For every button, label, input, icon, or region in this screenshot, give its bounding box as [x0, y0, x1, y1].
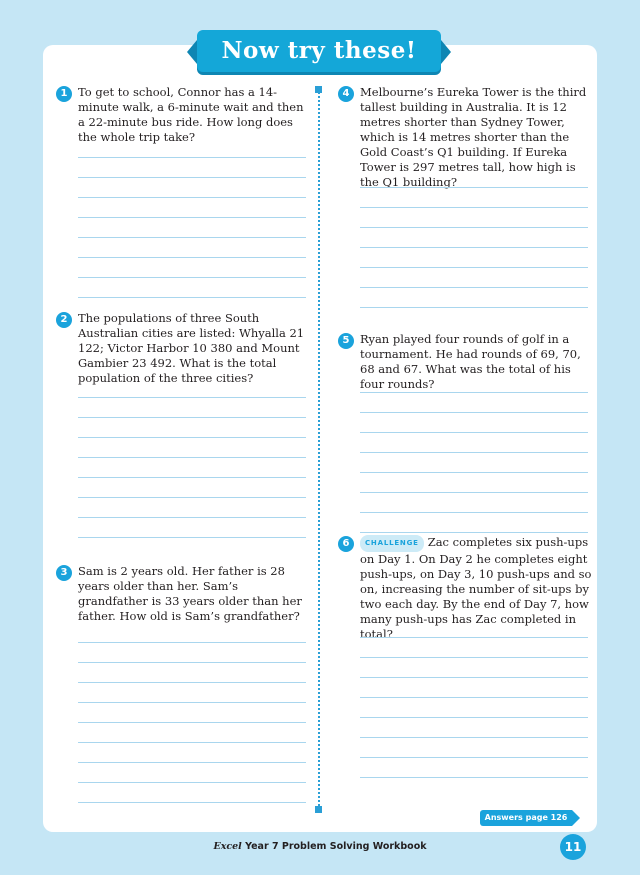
question-6-body: Zac completes six push-ups on Day 1. On Day 2 he completes eight push-ups, on Day 3, 10 push-ups and so on, increasing the number of sit-ups by two each day. By the end of Day 7, how many push-ups has Zac completed in total?	[360, 535, 592, 641]
divider-top-marker	[315, 86, 322, 93]
question-text-1: To get to school, Connor has a 14-minute walk, a 6-minute wait and then a 22-minute bus ride. How long does the whole trip take?	[78, 85, 304, 144]
question-text-5: Ryan played four rounds of golf in a tournament. He had rounds of 69, 70, 68 and 67. What was the total of his four rounds?	[360, 332, 581, 391]
page-number: 11	[560, 834, 586, 860]
divider-bottom-marker	[315, 806, 322, 813]
answers-page-link[interactable]: Answers page 126	[480, 810, 572, 826]
question-text-3: Sam is 2 years old. Her father is 28 years older than her. Sam’s grandfather is 33 years older than her father. How old is Sam’s grandfather?	[78, 564, 302, 623]
page-title-banner	[197, 30, 441, 72]
banner-fold-right	[441, 40, 451, 64]
question-number-1: 1	[56, 86, 72, 102]
question-number-6: 6	[338, 536, 354, 552]
answer-lines-3[interactable]	[78, 623, 306, 803]
question-text-4: Melbourne’s Eureka Tower is the third tallest building in Australia. It is 12 metres shorter than Sydney Tower, which is 14 metres shorter than the Gold Coast’s Q1 building. If Eureka Tower is 297 metres tall, how high is the Q1 building?	[360, 85, 587, 189]
banner-fold-left	[187, 40, 197, 64]
question-number-2: 2	[56, 312, 72, 328]
column-divider	[318, 88, 320, 810]
footer-book-title	[0, 841, 640, 852]
answer-lines-5[interactable]	[360, 373, 588, 533]
answer-lines-2[interactable]	[78, 378, 306, 538]
answer-lines-1[interactable]	[78, 138, 306, 298]
footer-title-rest: Year 7 Problem Solving Workbook	[245, 841, 427, 852]
question-number-5: 5	[338, 333, 354, 349]
question-number-3: 3	[56, 565, 72, 581]
question-number-4: 4	[338, 86, 354, 102]
page-title: Now try these!	[221, 37, 417, 64]
footer-title-italic: Excel	[213, 841, 242, 852]
answer-lines-4[interactable]	[360, 168, 588, 308]
challenge-badge: CHALLENGE	[360, 535, 424, 552]
answer-lines-6[interactable]	[360, 618, 588, 778]
question-text-2: The populations of three South Australian cities are listed: Whyalla 21 122; Victor Harbor 10 380 and Mount Gambier 23 492. What is the total population of the three cities?	[78, 311, 305, 385]
